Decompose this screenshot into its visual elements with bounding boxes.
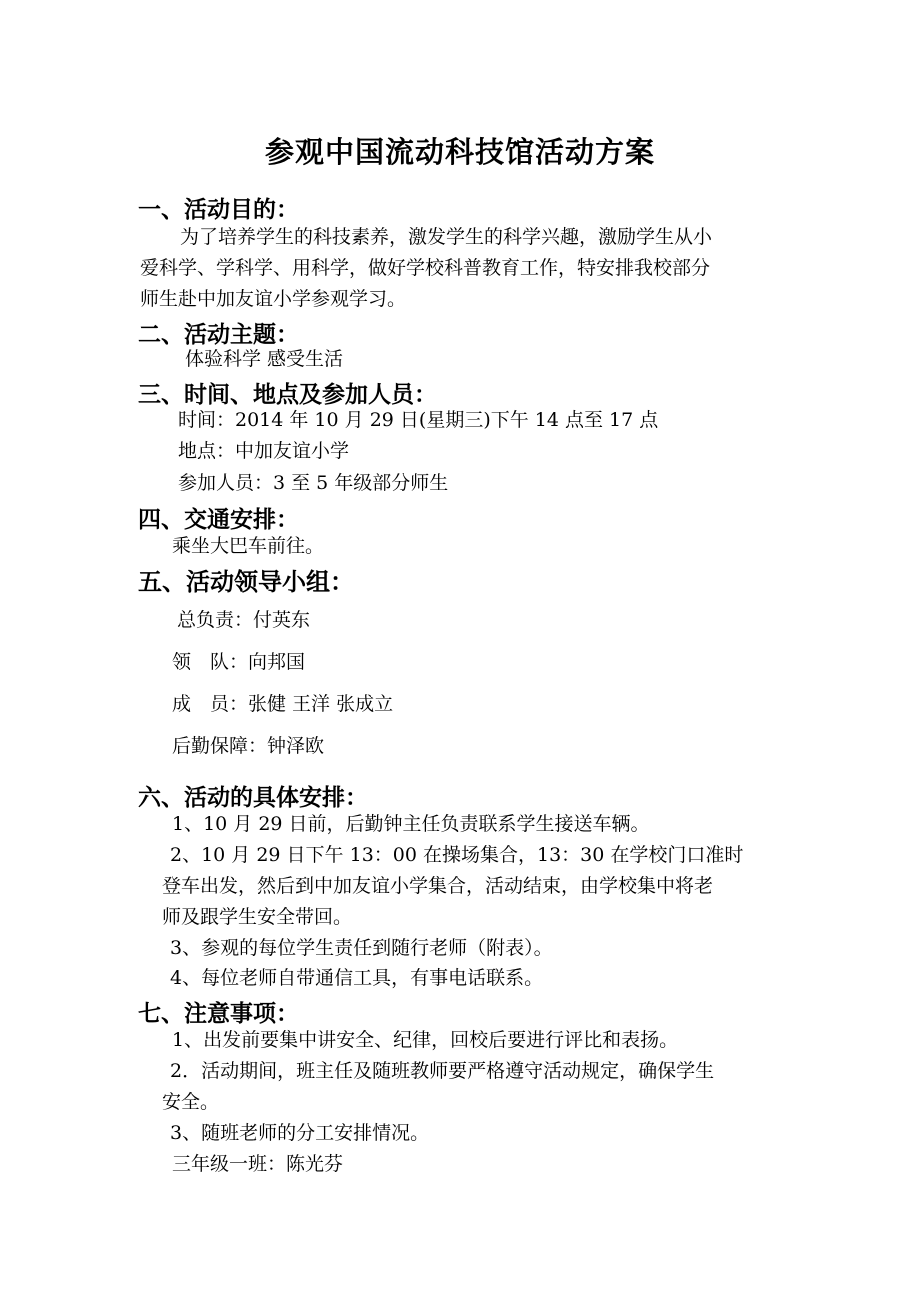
logistics-participants: 参加人员：3 至 5 年级部分师生 (178, 472, 449, 494)
schedule-item-2-line-2: 登车出发，然后到中加友谊小学集合，活动结束，由学校集中将老 (162, 875, 714, 897)
schedule-item-4: 4、每位老师自带通信工具，有事电话联系。 (170, 967, 544, 989)
section-heading-purpose: 一、活动目的： (138, 196, 299, 223)
logistics-time: 时间：2014 年 10 月 29 日(星期三)下午 14 点至 17 点 (178, 409, 659, 431)
section-heading-theme: 二、活动主题： (138, 321, 299, 348)
purpose-line-2: 爱科学、学科学、用科学，做好学校科普教育工作，特安排我校部分 (140, 257, 711, 279)
document-title: 参观中国流动科技馆活动方案 (264, 135, 655, 169)
notes-item-1: 1、出发前要集中讲安全、纪律，回校后要进行评比和表扬。 (172, 1029, 679, 1051)
section-heading-notes: 七、注意事项： (138, 1000, 299, 1027)
leadership-members: 成 员：张健 王洋 张成立 (172, 693, 394, 715)
theme-text: 体验科学 感受生活 (185, 348, 344, 370)
logistics-place: 地点：中加友谊小学 (178, 440, 350, 462)
notes-item-2-line-2: 安全。 (162, 1091, 220, 1113)
section-heading-schedule: 六、活动的具体安排： (138, 784, 368, 811)
purpose-line-3: 师生赴中加友谊小学参观学习。 (140, 288, 407, 310)
schedule-item-2-line-1: 2、10 月 29 日下午 13：00 在操场集合，13：30 在学校门口准时 (170, 844, 744, 866)
schedule-item-3: 3、参观的每位学生责任到随行老师（附表）。 (170, 937, 553, 959)
schedule-item-2-line-3: 师及跟学生安全带回。 (162, 906, 353, 928)
section-heading-leadership: 五、活动领导小组： (138, 567, 354, 596)
schedule-item-1: 1、10 月 29 日前，后勤钟主任负责联系学生接送车辆。 (172, 813, 650, 835)
leadership-head: 总负责：付英东 (177, 609, 311, 631)
leadership-leader: 领 队：向邦国 (172, 651, 306, 673)
purpose-line-1: 为了培养学生的科技素养，激发学生的科学兴趣，激励学生从小 (180, 226, 713, 248)
notes-item-2-line-1: 2．活动期间，班主任及随班教师要严格遵守活动规定，确保学生 (170, 1060, 715, 1082)
notes-item-3: 3、随班老师的分工安排情况。 (170, 1122, 430, 1144)
transport-text: 乘坐大巴车前往。 (172, 535, 325, 557)
leadership-support: 后勤保障：钟泽欧 (172, 735, 325, 757)
section-heading-transport: 四、交通安排： (138, 506, 299, 533)
section-heading-logistics: 三、时间、地点及参加人员： (138, 381, 437, 408)
notes-class-assignment: 三年级一班：陈光芬 (172, 1153, 344, 1175)
